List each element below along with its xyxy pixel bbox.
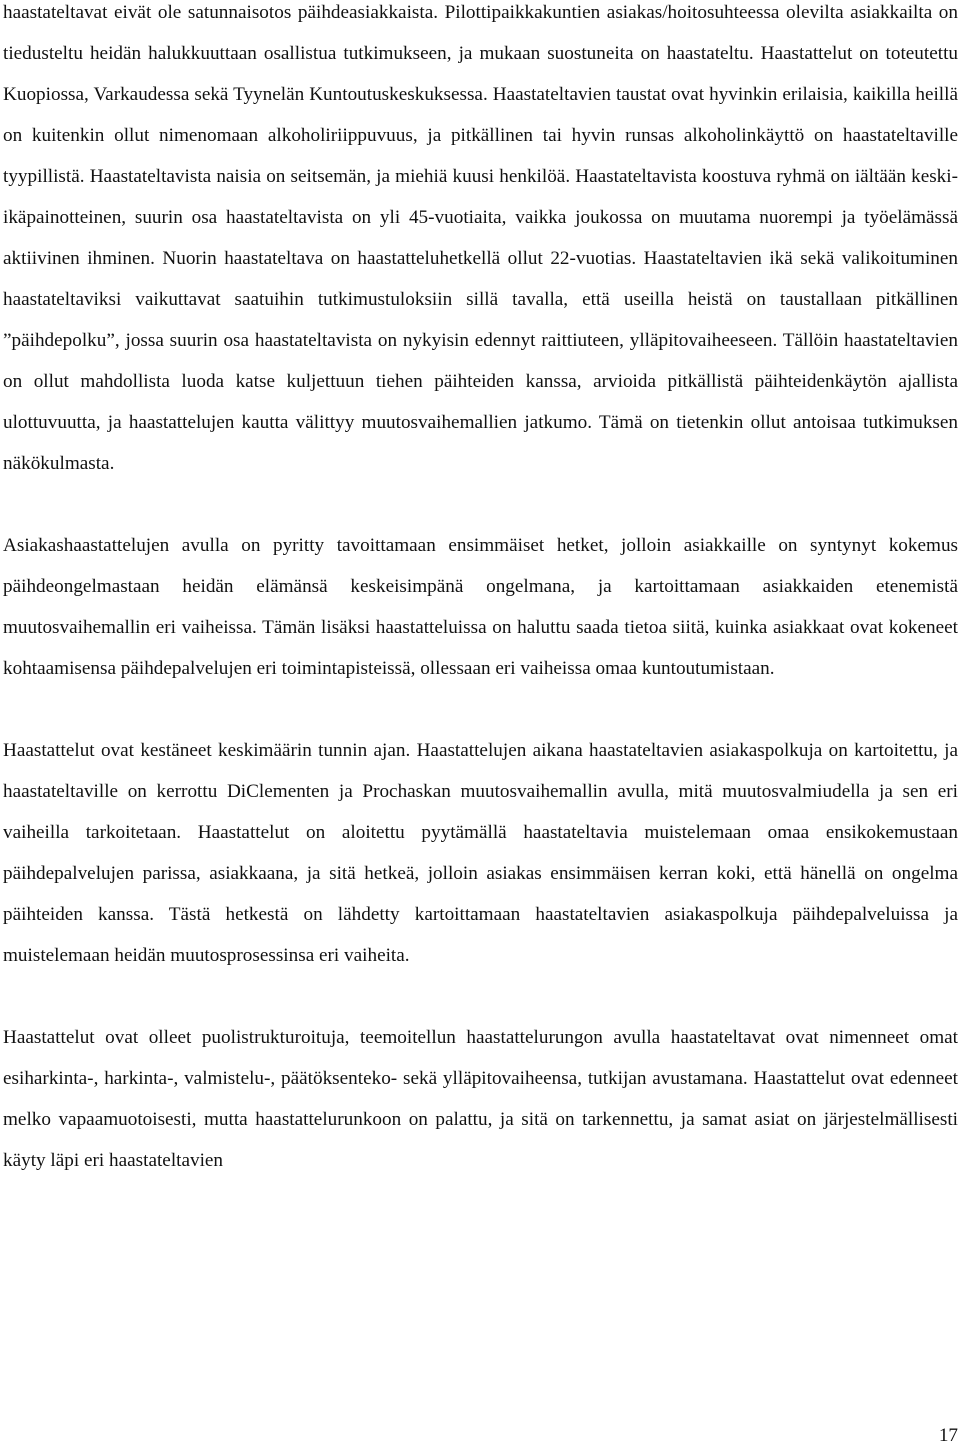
paragraph-interview-goals: Asiakashaastattelujen avulla on pyritty tavoittamaan ensimmäiset hetket, jolloin asiakkaille on syntynyt kokemus päihdeongelmastaan heidän elämänsä keskeisimpänä ongelmana, ja kartoittamaan asiakkaiden etenemistä muutosvaihemallin eri vaiheissa. Tämän lisäksi haastatteluissa on haluttu saada tietoa siitä, kuinka asiakkaat ovat kokeneet kohtaamisensa päihdepalvelujen eri toimintapisteissä, ollessaan eri vaiheissa omaa kuntoutumistaan. (3, 535, 958, 679)
paragraph-interview-structure: Haastattelut ovat olleet puolistrukturoituja, teemoitellun haastattelurungon avulla haastateltavat ovat nimenneet omat esiharkinta-, harkinta-, valmistelu-, päätöksenteko- sekä ylläpitovaiheensa, tutkijan avustamana. Haastattelut ovat edenneet melko vapaamuotoisesti, mutta haastattelurunkoon on palattu, ja sitä on tarkennettu, ja samat asiat on järjestelmällisesti käyty läpi eri haastateltavien (3, 1027, 958, 1171)
page-number: 17 (938, 1425, 958, 1446)
paragraph-respondents: haastateltavat eivät ole satunnaisotos päihdeasiakkaista. Pilottipaikkakuntien asiakas/hoitosuhteessa olevilta asiakkailta on tiedusteltu heidän halukkuuttaan osallistua tutkimukseen, ja mukaan suostuneita on haastateltu. Haastattelut on toteutettu Kuopiossa, Varkaudessa sekä Tyynelän Kuntoutuskeskuksessa. Haastateltavien taustat ovat hyvinkin erilaisia, kaikilla heillä on kuitenkin ollut nimenomaan alkoholiriippuvuus, ja pitkällinen tai hyvin runsas alkoholinkäyttö on haastateltaville tyypillistä. Haastateltavista naisia on seitsemän, ja miehiä kuusi henkilöä. Haastateltavista koostuva ryhmä on iältään keski-ikäpainotteinen, suurin osa haastateltavista on yli 45-vuotiaita, vaikka joukossa on muutama nuorempi ja työelämässä aktiivinen ihminen. Nuorin haastateltava on haastatteluhetkellä ollut 22-vuotias. Haastateltavien ikä sekä valikoituminen haastateltaviksi vaikuttavat saatuihin tutkimustuloksiin sillä tavalla, että useilla heistä on taustallaan pitkällinen ”päihdepolku”, jossa suurin osa haastateltavista on nykyisin edennyt raittiuteen, ylläpitovaiheeseen. Tällöin haastateltavien on ollut mahdollista luoda katse kuljettuun tiehen päihteiden kanssa, arvioida pitkällistä päihteidenkäytön ajallista ulottuvuutta, ja haastattelujen kautta välittyy muutosvaihemallien jatkumo. Tämä on tietenkin ollut antoisaa tutkimuksen näkökulmasta. (3, 2, 958, 474)
paragraph-interview-procedure: Haastattelut ovat kestäneet keskimäärin tunnin ajan. Haastattelujen aikana haastateltavien asiakaspolkuja on kartoitettu, ja haastateltaville on kerrottu DiClementen ja Prochaskan muutosvaihemallin avulla, mitä muutosvalmiudella ja sen eri vaiheilla tarkoitetaan. Haastattelut on aloitettu pyytämällä haastateltavia muistelemaan omaa ensikokemustaan päihdepalvelujen parissa, asiakkaana, ja sitä hetkeä, jolloin asiakas ensimmäisen kerran koki, että hänellä on ongelma päihteiden kanssa. Tästä hetkestä on lähdetty kartoittamaan haastateltavien asiakaspolkuja päihdepalveluissa ja muistelemaan heidän muutosprosessinsa eri vaiheita. (3, 740, 958, 966)
